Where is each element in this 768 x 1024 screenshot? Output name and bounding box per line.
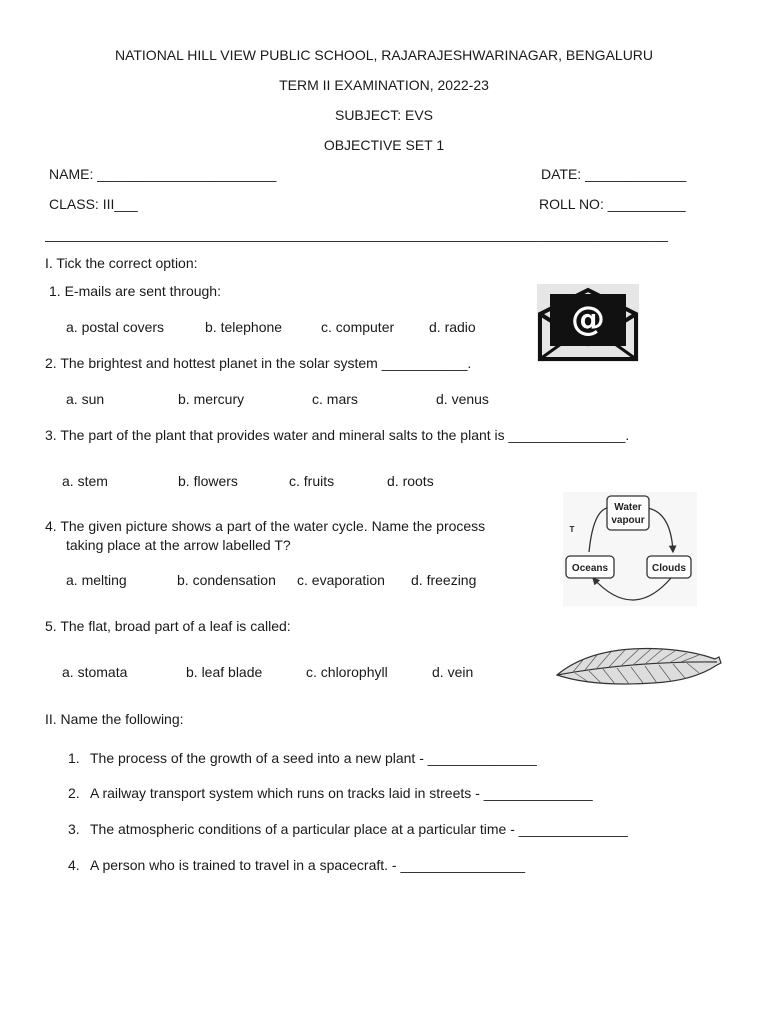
s2-item-3-text: The atmospheric conditions of a particular place at a particular time - ______________: [90, 821, 628, 837]
q5-option-c: c. chlorophyll: [306, 664, 388, 680]
q5-option-d: d. vein: [432, 664, 474, 680]
q3-option-d: d. roots: [387, 473, 434, 489]
water-cycle-oceans: Oceans: [571, 563, 609, 574]
question-4-line2: taking place at the arrow labelled T?: [66, 537, 291, 553]
s2-item-3-num: 3.: [68, 821, 80, 837]
water-cycle-top-line1: Water: [614, 502, 642, 513]
s2-item-4-text: A person who is trained to travel in a spacecraft. - ________________: [90, 857, 526, 873]
s2-item-4-num: 4.: [68, 857, 80, 873]
q3-option-b: b. flowers: [178, 473, 238, 489]
roll-field: ROLL NO: __________: [539, 196, 686, 212]
q1-option-d: d. radio: [429, 319, 476, 335]
q1-option-a: a. postal covers: [66, 319, 165, 335]
q2-option-b: b. mercury: [178, 391, 245, 407]
s2-item-2-num: 2.: [68, 785, 80, 801]
q4-option-d: d. freezing: [411, 572, 477, 588]
question-3: 3. The part of the plant that provides water and mineral salts to the plant is _______________.: [45, 427, 630, 443]
s2-item-1-num: 1.: [68, 750, 80, 766]
water-cycle-top-line2: vapour: [611, 515, 645, 526]
s2-item-1-text: The process of the growth of a seed into a new plant - ______________: [90, 750, 537, 766]
date-field: DATE: _____________: [541, 166, 687, 182]
question-1: 1. E-mails are sent through:: [49, 283, 221, 299]
q4-option-a: a. melting: [66, 572, 127, 588]
email-envelope-icon: [537, 284, 639, 362]
school-name: NATIONAL HILL VIEW PUBLIC SCHOOL, RAJARAJESHWARINAGAR, BENGALURU: [114, 47, 654, 63]
class-field: CLASS: III___: [49, 196, 138, 212]
question-2: 2. The brightest and hottest planet in the solar system ___________.: [45, 355, 472, 371]
question-5: 5. The flat, broad part of a leaf is called:: [45, 618, 291, 634]
question-4-line1: 4. The given picture shows a part of the water cycle. Name the process: [45, 518, 486, 534]
subject-title: SUBJECT: EVS: [334, 107, 434, 123]
q4-option-b: b. condensation: [177, 572, 276, 588]
divider-rule: ________________________________________________________________________________: [45, 226, 668, 242]
section2-title: II. Name the following:: [45, 711, 184, 727]
s2-item-2-text: A railway transport system which runs on tracks laid in streets - ______________: [90, 785, 593, 801]
section1-title: I. Tick the correct option:: [45, 255, 198, 271]
q2-option-d: d. venus: [436, 391, 489, 407]
q3-option-a: a. stem: [62, 473, 108, 489]
q3-option-c: c. fruits: [289, 473, 335, 489]
svg-text:@: @: [571, 299, 605, 339]
set-title: OBJECTIVE SET 1: [323, 137, 445, 153]
q2-option-a: a. sun: [66, 391, 105, 407]
water-cycle-arrow-label: T: [569, 525, 575, 534]
q5-option-a: a. stomata: [62, 664, 128, 680]
water-cycle-clouds: Clouds: [652, 563, 686, 574]
q1-option-b: b. telephone: [205, 319, 283, 335]
q2-option-c: c. mars: [312, 391, 358, 407]
name-field: NAME: _______________________: [49, 166, 277, 182]
leaf-icon: [553, 641, 723, 689]
q4-option-c: c. evaporation: [297, 572, 385, 588]
q1-option-c: c. computer: [321, 319, 395, 335]
q5-option-b: b. leaf blade: [186, 664, 263, 680]
water-cycle-diagram: [563, 492, 697, 606]
exam-title: TERM II EXAMINATION, 2022-23: [279, 77, 489, 93]
